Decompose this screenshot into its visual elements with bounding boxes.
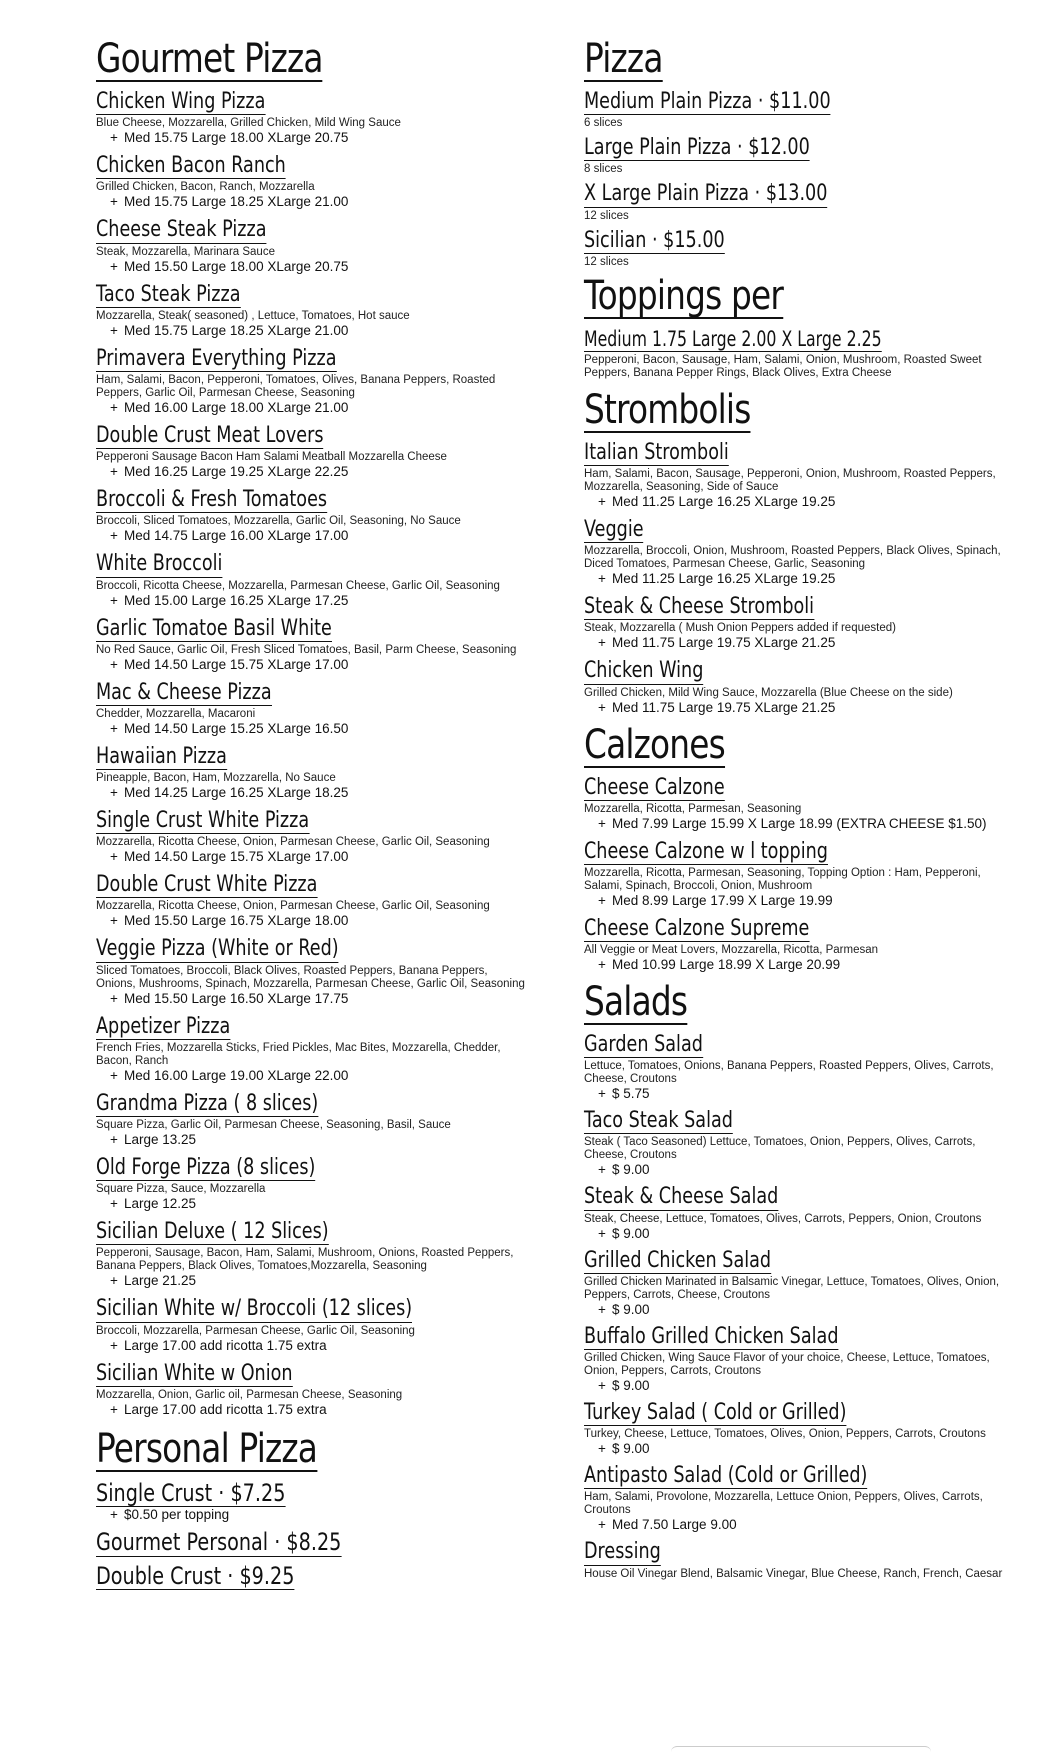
plus-icon: +	[110, 528, 118, 544]
menu-item-price	[110, 721, 526, 737]
menu-item-price	[110, 1196, 526, 1212]
menu-item	[96, 1220, 526, 1289]
menu-item	[96, 218, 526, 274]
menu-item	[96, 1563, 526, 1590]
menu-item-price	[110, 785, 526, 801]
menu-item-name: Steak & Cheese Stromboli	[584, 594, 815, 620]
menu-item-price	[598, 1086, 1004, 1102]
menu-item-name: Cheese Calzone	[584, 774, 725, 800]
menu-item	[584, 659, 1004, 715]
menu-item-description: Mozzarella, Steak( seasoned) , Lettuce, Tomatoes, Hot sauce	[96, 309, 410, 322]
toppings-list: Pepperoni, Bacon, Sausage, Ham, Salami, Onion, Mushroom, Roasted Sweet Peppers, Banana Pepper Rings, Black Olives, Extra Cheese	[584, 353, 982, 379]
menu-item	[584, 1325, 1004, 1394]
menu-item-price-text: Med 16.00 Large 18.00 XLarge 21.00	[124, 399, 349, 415]
menu-item	[584, 229, 1004, 269]
menu-item-price	[598, 1162, 1004, 1178]
menu-item-description: Square Pizza, Garlic Oil, Parmesan Cheese, Seasoning, Basil, Sauce	[96, 1119, 451, 1131]
menu-item-description: Blue Cheese, Mozzarella, Grilled Chicken, Mild Wing Sauce	[96, 117, 401, 130]
menu-item-price-text: $ 5.75	[612, 1086, 650, 1102]
plus-icon: +	[110, 130, 118, 146]
menu-item-name: Buffalo Grilled Chicken Salad	[584, 1323, 839, 1349]
menu-item-price	[598, 571, 1004, 587]
menu-item-description: No Red Sauce, Garlic Oil, Fresh Sliced Tomatoes, Basil, Parm Cheese, Seasoning	[96, 643, 517, 656]
menu-item-name: Garlic Tomatoe Basil White	[96, 615, 332, 641]
menu-item-name: Grandma Pizza ( 8 slices)	[96, 1090, 319, 1116]
menu-item-name: Dressing	[584, 1539, 661, 1565]
menu-item-description: Ham, Salami, Bacon, Pepperoni, Tomatoes, Olives, Banana Peppers, Roasted Peppers, Garlic Oil, Parmesan Cheese, Seasoning	[96, 373, 496, 399]
plus-icon: +	[598, 1301, 606, 1317]
menu-item-price-text: Med 14.50 Large 15.75 XLarge 17.00	[124, 656, 349, 672]
menu-item-price-text: Med 11.75 Large 19.75 XLarge 21.25	[612, 635, 836, 651]
menu-item-name: Cheese Calzone w l topping	[584, 838, 828, 864]
menu-item	[584, 1464, 1004, 1533]
menu-item	[584, 90, 1004, 130]
menu-item-price-text: Large 21.25	[124, 1273, 197, 1289]
personal-list	[96, 1480, 526, 1590]
menu-item	[584, 595, 1004, 651]
menu-item	[96, 90, 526, 146]
menu-item-price-text: Med 14.50 Large 15.25 XLarge 16.50	[124, 720, 349, 736]
plus-icon: +	[110, 656, 118, 672]
menu-item-name: Antipasto Salad (Cold or Grilled)	[584, 1463, 868, 1489]
menu-item-name: Chicken Bacon Ranch	[96, 153, 286, 179]
menu-item-price	[110, 1402, 526, 1418]
menu-item-name: Medium Plain Pizza · $11.00	[584, 89, 831, 114]
plus-icon: +	[598, 1378, 606, 1393]
plus-icon: +	[110, 849, 118, 865]
menu-item-price	[598, 1302, 1004, 1318]
menu-item	[96, 1092, 526, 1148]
menu-item-description: Grilled Chicken, Wing Sauce Flavor of your choice, Cheese, Lettuce, Tomatoes, Onion, Peppers, Carrots, Croutons	[584, 1352, 990, 1377]
menu-item	[584, 917, 1004, 973]
menu-item	[96, 552, 526, 608]
plus-icon: +	[110, 1132, 118, 1147]
menu-item	[96, 681, 526, 737]
menu-item-name: Grilled Chicken Salad	[584, 1247, 772, 1273]
menu-item-price	[598, 957, 1004, 973]
menu-item-description: All Veggie or Meat Lovers, Mozzarella, Ricotta, Parmesan	[584, 944, 879, 957]
menu-item	[584, 776, 1004, 832]
menu-item-description: Grilled Chicken, Mild Wing Sauce, Mozzarella (Blue Cheese on the side)	[584, 686, 953, 699]
plus-icon: +	[598, 1441, 606, 1457]
menu-item-price	[110, 528, 526, 544]
menu-item-price-text: $ 9.00	[612, 1378, 650, 1393]
pizza-title: Pizza	[584, 36, 663, 82]
plus-icon: +	[598, 1225, 606, 1241]
menu-item	[584, 1033, 1004, 1102]
menu-item-price-text: Med 15.75 Large 18.25 XLarge 21.00	[124, 322, 349, 338]
menu-item	[96, 745, 526, 801]
menu-item-description: Chedder, Mozzarella, Macaroni	[96, 707, 256, 720]
menu-item	[584, 1540, 1004, 1580]
menu-item-name: Taco Steak Pizza	[96, 281, 241, 307]
menu-item-price-text: Med 15.50 Large 18.00 XLarge 20.75	[124, 258, 349, 274]
menu-item	[584, 1401, 1004, 1457]
menu-item-description: 12 slices	[584, 209, 629, 222]
plus-icon: +	[110, 990, 118, 1006]
right-column	[584, 38, 1004, 1588]
toppings-block	[584, 327, 1004, 380]
menu-item	[96, 1480, 526, 1523]
menu-item	[96, 347, 526, 416]
menu-item-price-text: Large 17.00 add ricotta 1.75 extra	[124, 1337, 327, 1353]
menu-item-price-text: $ 9.00	[612, 1225, 650, 1241]
menu-item-price	[598, 893, 1004, 909]
menu-item-price	[598, 816, 1004, 832]
menu-item-description: Lettuce, Tomatoes, Onions, Banana Peppers, Roasted Peppers, Olives, Carrots, Cheese, Croutons	[584, 1060, 994, 1086]
menu-item-price-text: $ 9.00	[612, 1162, 650, 1178]
personal-title: Personal Pizza	[96, 1425, 318, 1472]
menu-item-name: Cheese Steak Pizza	[96, 217, 267, 243]
menu-item-name: Sicilian Deluxe ( 12 Slices)	[96, 1219, 329, 1245]
menu-item-price-text: Med 15.75 Large 18.00 XLarge 20.75	[124, 130, 349, 146]
menu-item-price-text: Med 15.50 Large 16.50 XLarge 17.75	[124, 990, 349, 1006]
menu-item-price	[110, 464, 526, 480]
menu-item-price	[110, 1273, 526, 1289]
menu-item-description: Steak, Cheese, Lettuce, Tomatoes, Olives, Carrots, Peppers, Onion, Croutons	[584, 1212, 982, 1225]
menu-item-name: Turkey Salad ( Cold or Grilled)	[584, 1400, 847, 1425]
menu-item-description: Sliced Tomatoes, Broccoli, Black Olives, Roasted Peppers, Banana Peppers, Onions, Mushrooms, Spinach, Mozzarella, Parmesan Cheese, Garlic Oil, Seasoning	[96, 964, 525, 990]
menu-item-price	[598, 1226, 1004, 1242]
menu-item-price-text: Med 10.99 Large 18.99 X Large 20.99	[612, 957, 841, 973]
menu-item-description: Steak ( Taco Seasoned) Lettuce, Tomatoes, Onion, Peppers, Olives, Carrots, Cheese, Croutons	[584, 1136, 976, 1162]
menu-item-name: Mac & Cheese Pizza	[96, 679, 272, 705]
menu-item-price-text: Med 11.25 Large 16.25 XLarge 19.25	[612, 571, 836, 587]
menu-item-description: Square Pizza, Sauce, Mozzarella	[96, 1183, 266, 1196]
menu-item-name: Primavera Everything Pizza	[96, 345, 337, 371]
menu-item-name: Appetizer Pizza	[96, 1013, 231, 1039]
menu-item	[96, 283, 526, 339]
plus-icon: +	[110, 399, 118, 415]
menu-item-price-text: Med 14.75 Large 16.00 XLarge 17.00	[124, 528, 349, 544]
menu-item-price-text: Med 15.75 Large 18.25 XLarge 21.00	[124, 194, 349, 210]
menu-item-name: Steak & Cheese Salad	[584, 1184, 779, 1210]
menu-item-description: Mozzarella, Broccoli, Onion, Mushroom, Roasted Peppers, Black Olives, Spinach, Diced Tomatoes, Parmesan Cheese, Garlic, Seasoning	[584, 545, 1001, 571]
menu-item	[96, 809, 526, 865]
menu-item-price	[110, 657, 526, 673]
menu-item-name: White Broccoli	[96, 551, 223, 577]
plus-icon: +	[110, 322, 118, 338]
salads-title: Salads	[584, 979, 688, 1026]
menu-item-description: Grilled Chicken, Bacon, Ranch, Mozzarella	[96, 181, 315, 194]
plus-icon: +	[598, 815, 606, 831]
toppings-title: Toppings per	[584, 272, 784, 319]
menu-item-price-text: Large 17.00 add ricotta 1.75 extra	[124, 1401, 327, 1417]
menu-item-price	[598, 494, 1004, 510]
menu-item-price	[110, 1507, 526, 1523]
menu-item	[96, 488, 526, 544]
menu-item-price	[110, 400, 526, 416]
menu-item-price-text: $0.50 per topping	[124, 1507, 230, 1523]
menu-item-name: Veggie Pizza (White or Red)	[96, 936, 339, 962]
menu-item-price-text: $ 9.00	[612, 1301, 650, 1317]
menu-item-name: Taco Steak Salad	[584, 1108, 733, 1134]
menu-item-description: Steak, Mozzarella, Marinara Sauce	[96, 245, 275, 258]
menu-item-price	[598, 635, 1004, 651]
calzones-title: Calzones	[584, 721, 725, 768]
menu-item	[584, 182, 1004, 222]
menu-item-price-text: Med 14.50 Large 15.75 XLarge 17.00	[124, 849, 349, 865]
menu-item	[584, 441, 1004, 510]
menu-item-name: Chicken Wing	[584, 658, 704, 684]
menu-item-description: French Fries, Mozzarella Sticks, Fried Pickles, Mac Bites, Mozzarella, Chedder, Bacon, Ranch	[96, 1041, 501, 1067]
menu-item-price	[110, 593, 526, 609]
menu-item-description: 6 slices	[584, 117, 623, 130]
menu-item	[584, 1249, 1004, 1318]
plus-icon: +	[110, 1401, 118, 1417]
menu-item-name: Cheese Calzone Supreme	[584, 915, 810, 941]
salads-list	[584, 1033, 1004, 1581]
menu-item	[96, 617, 526, 673]
menu-item	[96, 1015, 526, 1084]
menu-item-description: Mozzarella, Ricotta, Parmesan, Seasoning	[584, 802, 802, 815]
plus-icon: +	[598, 1086, 606, 1102]
menu-item	[584, 1109, 1004, 1178]
plus-icon: +	[110, 1273, 118, 1289]
plus-icon: +	[598, 571, 606, 587]
menu-item-price-text: Med 14.25 Large 16.25 XLarge 18.25	[124, 785, 349, 801]
menu-item	[96, 1362, 526, 1418]
menu-item	[584, 518, 1004, 587]
menu-item-description: Pepperoni, Sausage, Bacon, Ham, Salami, Mushroom, Onions, Roasted Peppers, Banana Peppers, Black Olives, Tomatoes,Mozzarella, Seasoning	[96, 1247, 514, 1273]
menu-item-name: Broccoli & Fresh Tomatoes	[96, 487, 328, 513]
menu-item-price-text: Med 8.99 Large 17.99 X Large 19.99	[612, 892, 833, 908]
plus-icon: +	[110, 258, 118, 274]
menu-item-price	[110, 849, 526, 865]
menu-item-name: Large Plain Pizza · $12.00	[584, 135, 810, 161]
plus-icon: +	[110, 1067, 118, 1083]
menu-item-price	[110, 1338, 526, 1354]
plus-icon: +	[598, 635, 606, 651]
gourmet-title: Gourmet Pizza	[96, 36, 323, 82]
menu-item-price	[598, 700, 1004, 716]
menu-item-description: Mozzarella, Ricotta Cheese, Onion, Parmesan Cheese, Garlic Oil, Seasoning	[96, 836, 490, 849]
menu-item-description: Broccoli, Ricotta Cheese, Mozzarella, Parmesan Cheese, Garlic Oil, Seasoning	[96, 579, 500, 592]
menu-item	[96, 1297, 526, 1353]
menu-item-price-text: Med 16.25 Large 19.25 XLarge 22.25	[124, 464, 349, 480]
menu-item-price-text: Med 11.75 Large 19.75 XLarge 21.25	[612, 699, 836, 715]
menu-item-name: Veggie	[584, 516, 644, 542]
menu-item-price	[598, 1378, 1004, 1394]
menu-item-description: Mozzarella, Ricotta Cheese, Onion, Parmesan Cheese, Garlic Oil, Seasoning	[96, 900, 490, 913]
menu-item-description: 8 slices	[584, 163, 623, 176]
plus-icon: +	[598, 1517, 606, 1533]
menu-item-price	[110, 130, 526, 146]
menu-item-price	[110, 194, 526, 210]
menu-item-description: 12 slices	[584, 255, 629, 268]
calzones-list	[584, 776, 1004, 974]
plus-icon: +	[110, 720, 118, 736]
menu-item-name: Garden Salad	[584, 1032, 703, 1058]
menu-item-price-text: Large 12.25	[124, 1196, 197, 1212]
menu-item	[96, 1156, 526, 1212]
scroll-edge	[671, 1746, 931, 1753]
menu-item-name: X Large Plain Pizza · $13.00	[584, 181, 828, 207]
plus-icon: +	[598, 699, 606, 715]
gourmet-list	[96, 90, 526, 1418]
strombolis-title: Strombolis	[584, 386, 751, 433]
menu-item-description: Ham, Salami, Provolone, Mozzarella, Lettuce Onion, Peppers, Olives, Carrots, Croutons	[584, 1491, 983, 1517]
menu-item	[96, 937, 526, 1006]
menu-item-description: Mozzarella, Ricotta, Parmesan, Seasoning, Topping Option : Ham, Pepperoni, Salami, Spinach, Broccoli, Onion, Mushroom	[584, 866, 981, 892]
menu-item	[96, 154, 526, 210]
menu-item-price	[110, 913, 526, 929]
menu-item-name: Sicilian · $15.00	[584, 227, 725, 253]
menu-item-description: House Oil Vinegar Blend, Balsamic Vinegar, Blue Cheese, Ranch, French, Caesar	[584, 1567, 1003, 1580]
left-column	[96, 38, 526, 1596]
menu-item-description: Broccoli, Sliced Tomatoes, Mozzarella, Garlic Oil, Seasoning, No Sauce	[96, 515, 461, 528]
menu-item-description: Pepperoni Sausage Bacon Ham Salami Meatball Mozzarella Cheese	[96, 451, 447, 464]
plus-icon: +	[110, 785, 118, 801]
menu-item-name: Double Crust Meat Lovers	[96, 422, 324, 448]
menu-item-price-text: Med 11.25 Large 16.25 XLarge 19.25	[612, 493, 836, 509]
menu-item-price	[110, 323, 526, 339]
menu-item	[584, 1185, 1004, 1241]
menu-item-price-text: Med 7.99 Large 15.99 X Large 18.99 (EXTRA CHEESE $1.50)	[612, 815, 987, 831]
menu-item	[96, 1529, 526, 1556]
menu-item-name: Sicilian White w/ Broccoli (12 slices)	[96, 1296, 413, 1322]
menu-item	[584, 840, 1004, 909]
menu-item-name: Hawaiian Pizza	[96, 743, 227, 769]
menu-item-description: Steak, Mozzarella ( Mush Onion Peppers added if requested)	[584, 622, 896, 635]
plus-icon: +	[110, 592, 118, 608]
menu-item-price	[110, 991, 526, 1007]
plus-icon: +	[110, 464, 118, 480]
menu-item-name: Italian Stromboli	[584, 439, 729, 465]
menu-item-name: Chicken Wing Pizza	[96, 89, 266, 114]
menu-item-price	[110, 1068, 526, 1084]
menu-item-price	[598, 1441, 1004, 1457]
menu-item-price-text: Med 7.50 Large 9.00	[612, 1517, 737, 1533]
menu-item-description: Broccoli, Mozzarella, Parmesan Cheese, Garlic Oil, Seasoning	[96, 1324, 415, 1337]
menu-item-price-text: Med 16.00 Large 19.00 XLarge 22.00	[124, 1067, 349, 1083]
menu-item-description: Grilled Chicken Marinated in Balsamic Vinegar, Lettuce, Tomatoes, Olives, Onion, Peppers, Carrots, Cheese, Croutons	[584, 1275, 1000, 1301]
plus-icon: +	[110, 913, 118, 929]
menu-item-description: Ham, Salami, Bacon, Sausage, Pepperoni, Onion, Mushroom, Roasted Peppers, Mozzarella, Seasoning, Side of Sauce	[584, 467, 996, 493]
toppings-prices: Medium 1.75 Large 2.00 X Large 2.25	[584, 326, 882, 351]
menu-item-price-text: Med 15.00 Large 16.25 XLarge 17.25	[124, 592, 349, 608]
plus-icon: +	[110, 1196, 118, 1212]
menu-item	[584, 136, 1004, 176]
plus-icon: +	[598, 1162, 606, 1178]
strombolis-list	[584, 441, 1004, 716]
plus-icon: +	[110, 1337, 118, 1353]
menu-item-price-text: Large 13.25	[124, 1132, 197, 1147]
menu-item-description: Pineapple, Bacon, Ham, Mozzarella, No Sauce	[96, 772, 336, 785]
menu-item-price	[110, 1132, 526, 1148]
menu-item-price-text: Med 15.50 Large 16.75 XLarge 18.00	[124, 913, 349, 929]
plus-icon: +	[110, 194, 118, 210]
menu-item	[96, 873, 526, 929]
menu-item-description: Mozzarella, Onion, Garlic oil, Parmesan Cheese, Seasoning	[96, 1388, 403, 1401]
menu-item-price	[598, 1517, 1004, 1533]
menu-item-price-text: $ 9.00	[612, 1441, 650, 1457]
plus-icon: +	[110, 1507, 118, 1523]
menu-item-name: Single Crust · $7.25	[96, 1478, 286, 1507]
menu-item-name: Sicilian White w Onion	[96, 1360, 293, 1386]
pizza-list	[584, 90, 1004, 269]
plus-icon: +	[598, 957, 606, 973]
menu-item	[96, 424, 526, 480]
menu-item-name: Single Crust White Pizza	[96, 808, 310, 834]
menu-item-name: Double Crust White Pizza	[96, 872, 318, 898]
plus-icon: +	[598, 892, 606, 908]
menu-item-description: Turkey, Cheese, Lettuce, Tomatoes, Olives, Onion, Peppers, Carrots, Croutons	[584, 1428, 986, 1441]
menu-item-name: Old Forge Pizza (8 slices)	[96, 1155, 316, 1180]
menu-item-price	[110, 259, 526, 275]
menu-item-name: Double Crust · $9.25	[96, 1561, 295, 1590]
menu-item-name: Gourmet Personal · $8.25	[96, 1528, 342, 1557]
plus-icon: +	[598, 493, 606, 509]
